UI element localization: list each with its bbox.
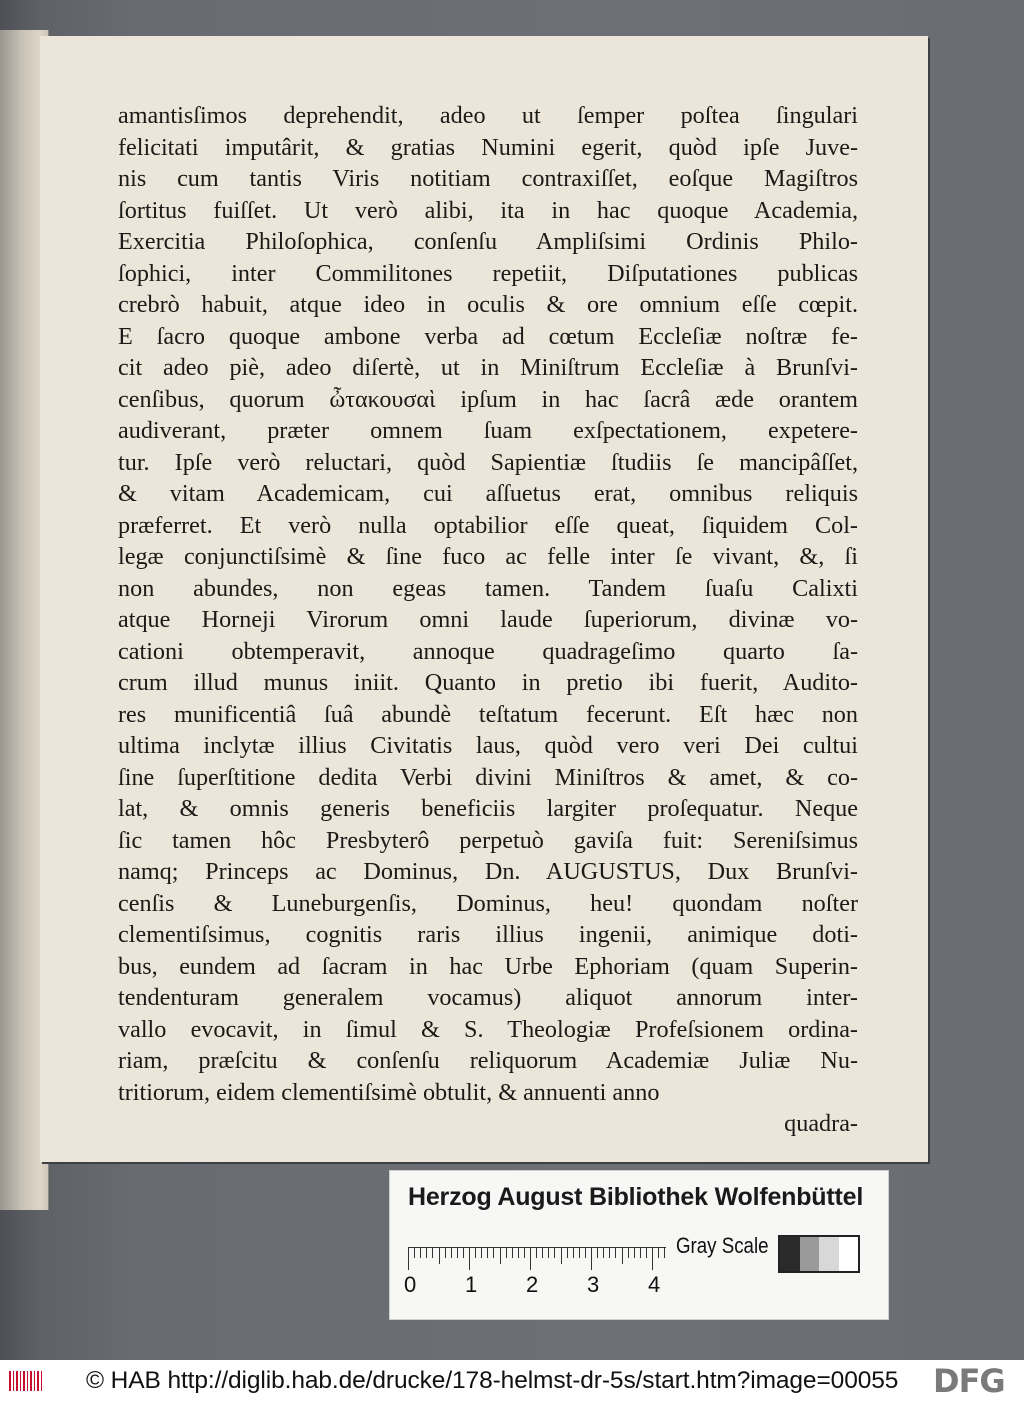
text-line: & vitam Academicam, cui aſſuetus erat, omnibus reliquis	[118, 480, 858, 507]
text-line: nis cum tantis Viris notitiam contraxiſſet, eoſque Magiſtros	[118, 165, 858, 192]
text-line: clementiſsimus, cognitis raris illius ingenii, animique doti-	[118, 921, 858, 948]
ruler-tick	[609, 1248, 610, 1258]
ruler-tick	[597, 1248, 598, 1258]
ruler-tick	[500, 1248, 501, 1264]
ruler-tick	[512, 1248, 513, 1258]
text-line: lat, & omnis generis beneficiis largiter proſequatur. Neque	[118, 795, 858, 822]
ruler-number: 4	[648, 1272, 661, 1297]
ruler-tick	[628, 1248, 629, 1258]
ruler-tick	[463, 1248, 464, 1258]
page-text	[118, 100, 858, 1140]
text-line: legæ conjunctiſsimè & ſine fuco ac felle inter ſe vivant, &, ſi	[118, 543, 858, 570]
text-line: cenſis & Luneburgenſis, Dominus, heu! quondam noſter	[118, 889, 858, 917]
text-line: præferret. Et verò nulla optabilior eſſe queat, ſiquidem Col-	[118, 511, 858, 539]
text-line: non abundes, non egeas tamen. Tandem ſuaſu Calixti	[118, 574, 858, 602]
text-line: cationi obtemperavit, annoque quadrageſimo quarto ſa-	[118, 637, 858, 665]
text-line: ſortitus fuiſſet. Ut verò alibi, ita in hac quoque Academia,	[118, 196, 858, 224]
text-line: felicitati imputârit, & gratias Numini egerit, quòd ipſe Juve-	[118, 133, 858, 161]
text-line: bus, eundem ad ſacram in hac Urbe Ephoriam (quam Superin-	[118, 952, 858, 980]
text-line: ſine ſuperſtitione dedita Verbi divini Miniſtros & amet, & co-	[118, 763, 858, 791]
text-line: riam, præſcitu & conſenſu reliquorum Academiæ Juliæ Nu-	[118, 1047, 858, 1074]
ruler-number: 1	[465, 1272, 478, 1297]
text-line: vallo evocavit, in ſimul & S. Theologiæ Profeſsionem ordina-	[118, 1015, 858, 1043]
measurement-ruler	[408, 1247, 666, 1270]
ruler-tick	[615, 1248, 616, 1258]
text-line: tritiorum, eidem clementiſsimè obtulit, & annuenti anno	[118, 1078, 660, 1106]
ruler-tick	[603, 1248, 604, 1258]
dfg-logo: DFG	[933, 1362, 1005, 1400]
ruler-number: 2	[526, 1272, 539, 1297]
gray-swatch	[819, 1237, 839, 1271]
text-line: Exercitia Philoſophica, conſenſu Ampliſsimi Ordinis Philo-	[118, 228, 858, 255]
ruler-tick	[573, 1248, 574, 1258]
ruler-tick	[567, 1248, 568, 1258]
text-line: tendenturam generalem vocamus) aliquot annorum inter-	[118, 984, 858, 1011]
ruler-tick	[554, 1248, 555, 1258]
ruler-tick	[536, 1248, 537, 1258]
ruler-tick	[652, 1248, 653, 1270]
ruler-tick	[664, 1248, 665, 1258]
ruler-tick	[439, 1248, 440, 1264]
library-name: Herzog August Bibliothek Wolfenbüttel	[408, 1183, 864, 1211]
text-line: cit adeo piè, adeo diſertè, ut in Miniſtrum Eccleſiæ à Brunſvi-	[118, 354, 858, 381]
ruler-tick	[524, 1248, 525, 1258]
source-url[interactable]: © HAB http://diglib.hab.de/drucke/178-helmst-dr-5s/start.htm?image=00055	[86, 1367, 899, 1394]
hab-barcode-icon	[9, 1371, 43, 1391]
text-line: namq; Princeps ac Dominus, Dn. AUGUSTUS, Dux Brunſvi-	[118, 858, 858, 885]
ruler-tick	[646, 1248, 647, 1258]
ruler-tick	[542, 1248, 543, 1258]
gray-swatch	[800, 1237, 820, 1271]
ruler-tick	[487, 1248, 488, 1258]
ruler-tick	[408, 1248, 409, 1270]
ruler-tick	[658, 1248, 659, 1258]
ruler-tick	[457, 1248, 458, 1258]
ruler-tick	[420, 1248, 421, 1258]
text-line: audiverant, præter omnem ſuam exſpectationem, expetere-	[118, 417, 858, 444]
ruler-tick	[426, 1248, 427, 1258]
ruler-tick	[451, 1248, 452, 1258]
ruler-tick	[561, 1248, 562, 1264]
ruler-tick	[414, 1248, 415, 1258]
ruler-tick	[585, 1248, 586, 1258]
text-line: atque Horneji Virorum omni laude ſuperiorum, divinæ vo-	[118, 606, 858, 633]
text-line: ultima inclytæ illius Civitatis laus, quòd vero veri Dei cultui	[118, 732, 858, 759]
ruler-tick	[445, 1248, 446, 1258]
document-page	[40, 36, 928, 1162]
ruler-tick	[548, 1248, 549, 1258]
footer-bar	[0, 1360, 1024, 1401]
ruler-tick	[591, 1248, 592, 1270]
gray-swatch	[839, 1237, 859, 1271]
text-line: crum illud munus iniit. Quanto in pretio ibi fuerit, Audito-	[118, 669, 858, 696]
ruler-tick	[518, 1248, 519, 1258]
ruler-tick	[622, 1248, 623, 1264]
ruler-tick	[640, 1248, 641, 1258]
text-line: crebrò habuit, atque ideo in oculis & ore omnium eſſe cœpit.	[118, 291, 858, 318]
ruler-number: 0	[404, 1272, 417, 1297]
ruler-tick	[481, 1248, 482, 1258]
ruler-numbers	[390, 1272, 690, 1298]
ruler-tick	[506, 1248, 507, 1258]
gray-scale-label: Gray Scale	[676, 1233, 769, 1258]
ruler-tick	[530, 1248, 531, 1270]
gray-swatch	[780, 1237, 800, 1271]
text-line: ſic tamen hôc Presbyterô perpetuò gaviſa fuit: Sereniſsimus	[118, 826, 858, 854]
ruler-tick	[579, 1248, 580, 1258]
ruler-tick	[475, 1248, 476, 1258]
ruler-tick	[469, 1248, 470, 1270]
ruler-tick	[432, 1248, 433, 1258]
text-line: amantisſimos deprehendit, adeo ut ſemper poſtea ſingulari	[118, 102, 858, 129]
ruler-tick	[493, 1248, 494, 1258]
text-line: res munificentiâ ſuâ abundè teſtatum fecerunt. Eſt hæc non	[118, 700, 858, 728]
gray-scale-swatches	[778, 1235, 860, 1273]
library-color-card	[390, 1171, 888, 1319]
catchword: quadra-	[784, 1110, 858, 1137]
text-line: cenſibus, quorum ὦτακουσαὶ ipſum in hac ſacrâ æde orantem	[118, 385, 858, 413]
text-line: tur. Ipſe verò reluctari, quòd Sapientiæ ſtudiis ſe mancipâſſet,	[118, 448, 858, 476]
text-line: ſophici, inter Commilitones repetiit, Diſputationes publicas	[118, 259, 858, 287]
ruler-tick	[634, 1248, 635, 1258]
text-line: E ſacro quoque ambone verba ad cœtum Eccleſiæ noſtræ fe-	[118, 322, 858, 350]
ruler-number: 3	[587, 1272, 600, 1297]
